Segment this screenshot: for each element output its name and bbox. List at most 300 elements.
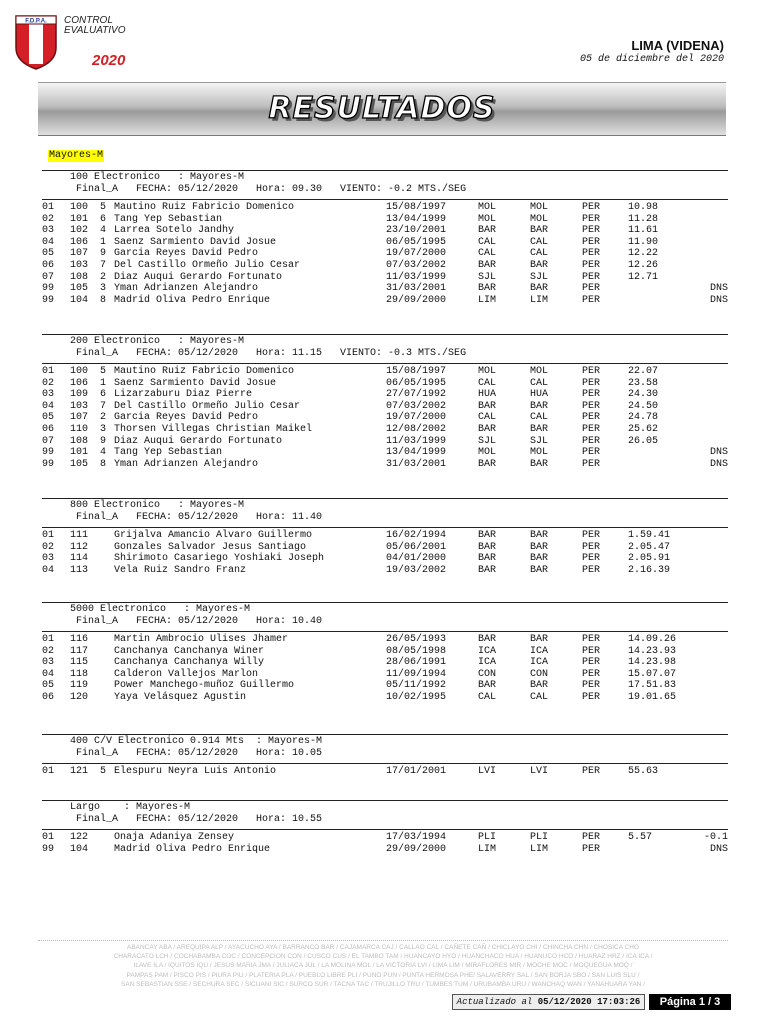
- club-code: ICA: [530, 657, 549, 669]
- athlete-name: Del Castillo Ormeño Julio Cesar: [114, 400, 301, 412]
- mark: 12.22: [628, 248, 659, 260]
- bib-number: 108: [70, 435, 89, 447]
- lane: 3: [100, 424, 107, 435]
- result-row: [42, 657, 728, 669]
- result-row: [42, 283, 728, 295]
- bib-number: 109: [70, 389, 89, 401]
- athlete-name: Thorsen Villegas Christian Maikel: [114, 424, 313, 435]
- nationality: PER: [582, 213, 601, 225]
- event-title: 100 Electronico : Mayores-M: [70, 172, 245, 183]
- club-code: BAR: [530, 424, 549, 435]
- event-title: 800 Electronico : Mayores-M: [70, 500, 245, 511]
- wind: DNS: [709, 447, 728, 459]
- athlete-name: Canchanya Canchanya Willy: [114, 657, 265, 669]
- club-code: MOL: [530, 366, 549, 377]
- birth-date: 28/06/1991: [386, 657, 447, 669]
- bib-number: 106: [70, 377, 89, 389]
- position: 01: [42, 530, 55, 541]
- position: 01: [42, 766, 55, 777]
- lane: 5: [100, 366, 107, 377]
- athlete-name: Madrid Oliva Pedro Enrique: [114, 294, 271, 306]
- wind: -0.1: [703, 832, 728, 843]
- birth-date: 29/09/2000: [386, 843, 447, 855]
- venue-city: LIMA (VIDENA): [631, 38, 724, 53]
- event-title: 5000 Electronico : Mayores-M: [70, 604, 251, 615]
- club: LVI: [478, 766, 497, 777]
- nationality: PER: [582, 377, 601, 389]
- lane: 4: [100, 447, 107, 459]
- event-subtitle: Final_A FECHA: 05/12/2020 Hora: 10.55: [76, 814, 323, 825]
- lane: 6: [100, 213, 107, 225]
- bib-number: 104: [70, 294, 89, 306]
- birth-date: 13/04/1999: [386, 213, 447, 225]
- athlete-name: Yman Adrianzen Alejandro: [114, 283, 259, 295]
- bib-number: 112: [70, 541, 89, 553]
- bib-number: 113: [70, 564, 89, 576]
- event-subtitle: Final_A FECHA: 05/12/2020 Hora: 10.05: [76, 748, 323, 759]
- bib-number: 122: [70, 832, 89, 843]
- club-code: PLI: [530, 832, 549, 843]
- birth-date: 07/03/2002: [386, 400, 447, 412]
- result-row: [42, 447, 728, 459]
- club: BAR: [478, 634, 497, 645]
- lane: 5: [100, 766, 107, 777]
- updated-timestamp: [452, 994, 645, 1010]
- club: CAL: [478, 236, 497, 248]
- result-row: [42, 378, 728, 390]
- event-title: Largo : Mayores-M: [70, 802, 191, 813]
- divider: [42, 602, 728, 603]
- result-row: [42, 401, 728, 413]
- result-row: [42, 832, 728, 844]
- event-subtitle: Final_A FECHA: 05/12/2020 Hora: 11.40: [76, 512, 323, 523]
- club-code: CAL: [530, 692, 549, 703]
- result-row: [42, 553, 728, 565]
- nationality: PER: [582, 435, 601, 447]
- athlete-name: Garcia Reyes David Pedro: [114, 412, 259, 424]
- nationality: PER: [582, 248, 601, 260]
- nationality: PER: [582, 541, 601, 553]
- wind: DNS: [709, 283, 728, 295]
- athlete-name: Madrid Oliva Pedro Enrique: [114, 843, 271, 855]
- club: LIM: [478, 294, 497, 306]
- lane: 4: [100, 225, 107, 237]
- mark: 14.23.98: [628, 657, 677, 669]
- position: 02: [42, 645, 55, 657]
- bib-number: 100: [70, 366, 89, 377]
- nationality: PER: [582, 447, 601, 459]
- birth-date: 13/04/1999: [386, 447, 447, 459]
- bib-number: 116: [70, 634, 89, 645]
- birth-date: 06/05/1995: [386, 236, 447, 248]
- position: 01: [42, 366, 55, 377]
- lane: 2: [100, 271, 107, 283]
- nationality: PER: [582, 458, 601, 470]
- club-legend: [38, 940, 728, 988]
- mark: 24.78: [628, 412, 659, 424]
- club-code: BAR: [530, 541, 549, 553]
- mark: 11.61: [628, 225, 659, 237]
- birth-date: 10/02/1995: [386, 692, 447, 703]
- position: 05: [42, 680, 55, 692]
- wind: DNS: [709, 458, 728, 470]
- mark: 2.16.39: [628, 564, 671, 576]
- position: 06: [42, 692, 55, 703]
- result-row: [42, 844, 728, 856]
- club: HUA: [478, 389, 497, 401]
- nationality: PER: [582, 680, 601, 692]
- nationality: PER: [582, 657, 601, 669]
- divider: [42, 763, 728, 764]
- club: MOL: [478, 213, 497, 225]
- page-indicator: Página 1 / 3: [649, 994, 731, 1010]
- mark: 14.09.26: [628, 634, 677, 645]
- nationality: PER: [582, 832, 601, 843]
- position: 06: [42, 424, 55, 435]
- mark: 19.01.65: [628, 692, 677, 703]
- club: CAL: [478, 692, 497, 703]
- club: CAL: [478, 248, 497, 260]
- club-code: HUA: [530, 389, 549, 401]
- club-code: SJL: [530, 435, 549, 447]
- club: BAR: [478, 530, 497, 541]
- club-code: BAR: [530, 458, 549, 470]
- bib-number: 103: [70, 400, 89, 412]
- athlete-name: Martin Ambrocio Ulises Jhamer: [114, 634, 289, 645]
- lane: 8: [100, 458, 107, 470]
- nationality: PER: [582, 294, 601, 306]
- updated-label: Actualizado al: [456, 997, 533, 1007]
- results-banner: [38, 82, 726, 136]
- club-code: BAR: [530, 564, 549, 576]
- nationality: PER: [582, 634, 601, 645]
- mark: 2.05.91: [628, 553, 671, 565]
- birth-date: 11/03/1999: [386, 271, 447, 283]
- result-row: [42, 248, 728, 260]
- divider: [42, 363, 728, 364]
- position: 05: [42, 248, 55, 260]
- position: 07: [42, 271, 55, 283]
- bib-number: 114: [70, 553, 89, 565]
- lane: 7: [100, 400, 107, 412]
- bib-number: 119: [70, 680, 89, 692]
- athlete-name: Larrea Sotelo Jandhy: [114, 225, 235, 237]
- birth-date: 27/07/1992: [386, 389, 447, 401]
- club-legend-line: PAMPAS PAM / PISCO PIS / PIURA PIU / PLATERIA PLA / PUEBLO LIBRE PLI / PUNO PUN / PUNTA HERMOSA PHE/ SALAVERRY SAL / SAN BORJA SBO / SAN LUIS SLU /: [126, 971, 640, 979]
- club-code: BAR: [530, 260, 549, 271]
- position: 99: [42, 294, 55, 306]
- mark: 12.71: [628, 271, 659, 283]
- birth-date: 06/05/1995: [386, 377, 447, 389]
- position: 05: [42, 412, 55, 424]
- position: 02: [42, 541, 55, 553]
- birth-date: 05/11/1992: [386, 680, 447, 692]
- club-legend-line: ILAVE ILA / IQUITOS IQU / JESUS MARIA JMA / JULIACA JUL / LA MOLINA MOL / LA VICTORIA LVI / LIMA LIM / MIRAFLORES MIR / MOCHE MOC / MOQUEGUA MOQ /: [133, 962, 633, 970]
- result-row: [42, 459, 728, 471]
- updated-value: 05/12/2020 17:03:26: [537, 997, 641, 1007]
- athlete-name: Tang Yep Sebastian: [114, 447, 223, 459]
- position: 01: [42, 634, 55, 645]
- position: 04: [42, 564, 55, 576]
- club-code: SJL: [530, 271, 549, 283]
- bib-number: 100: [70, 202, 89, 213]
- birth-date: 16/02/1994: [386, 530, 447, 541]
- event-title: 200 Electronico : Mayores-M: [70, 336, 245, 347]
- position: 06: [42, 260, 55, 271]
- club: MOL: [478, 202, 497, 213]
- result-row: [42, 295, 728, 307]
- nationality: PER: [582, 412, 601, 424]
- nationality: PER: [582, 225, 601, 237]
- athlete-name: Gonzales Salvador Jesus Santiago: [114, 541, 307, 553]
- lane: 5: [100, 202, 107, 213]
- bib-number: 101: [70, 213, 89, 225]
- birth-date: 26/05/1993: [386, 634, 447, 645]
- wind: DNS: [709, 843, 728, 855]
- birth-date: 31/03/2001: [386, 283, 447, 295]
- result-row: [42, 389, 728, 401]
- nationality: PER: [582, 424, 601, 435]
- athlete-name: Saenz Sarmiento David Josue: [114, 236, 277, 248]
- position: 03: [42, 657, 55, 669]
- result-row: [42, 225, 728, 237]
- position: 03: [42, 389, 55, 401]
- result-row: [42, 766, 728, 778]
- athlete-name: Del Castillo Ormeño Julio Cesar: [114, 260, 301, 271]
- result-row: [42, 272, 728, 284]
- position: 99: [42, 447, 55, 459]
- nationality: PER: [582, 645, 601, 657]
- club-legend-line: CHARACATO LCH / COCHABAMBA COC / CONCEPCION CON / CUSCO CUS / EL TAMBO TAM / HUANCAYO HYO / HUANCHACO HUA / HUANUCO HCO / HUARAZ HRZ / ICA ICA /: [113, 953, 653, 961]
- club: BAR: [478, 225, 497, 237]
- nationality: PER: [582, 389, 601, 401]
- result-row: [42, 669, 728, 681]
- position: 04: [42, 668, 55, 680]
- club: BAR: [478, 564, 497, 576]
- nationality: PER: [582, 271, 601, 283]
- logo-abbr: F.D.P.A.: [25, 18, 47, 25]
- event-subtitle: Final_A FECHA: 05/12/2020 Hora: 11.15 VIENTO: -0.3 MTS./SEG: [76, 348, 467, 359]
- club-code: BAR: [530, 225, 549, 237]
- divider: [42, 631, 728, 632]
- club: PLI: [478, 832, 497, 843]
- bib-number: 121: [70, 766, 89, 777]
- athlete-name: Onaja Adaniya Zensey: [114, 832, 235, 843]
- athlete-name: Yaya Velásquez Agustin: [114, 692, 247, 703]
- birth-date: 05/06/2001: [386, 541, 447, 553]
- result-row: [42, 565, 728, 577]
- fdpa-logo: [14, 14, 144, 72]
- divider: [42, 199, 728, 200]
- position: 03: [42, 553, 55, 565]
- position: 99: [42, 458, 55, 470]
- mark: 55.63: [628, 766, 659, 777]
- divider: [42, 734, 728, 735]
- result-row: [42, 424, 728, 436]
- club-code: LIM: [530, 843, 549, 855]
- lane: 7: [100, 260, 107, 271]
- event-subtitle: Final_A FECHA: 05/12/2020 Hora: 10.40: [76, 616, 323, 627]
- club: SJL: [478, 271, 497, 283]
- club-code: MOL: [530, 202, 549, 213]
- club-code: BAR: [530, 283, 549, 295]
- club: CON: [478, 668, 497, 680]
- athlete-name: Mautino Ruiz Fabricio Domenico: [114, 202, 295, 213]
- divider: [42, 498, 728, 499]
- nationality: PER: [582, 400, 601, 412]
- result-row: [42, 542, 728, 554]
- club: MOL: [478, 366, 497, 377]
- club: SJL: [478, 435, 497, 447]
- club-code: CAL: [530, 236, 549, 248]
- lane: 8: [100, 294, 107, 306]
- divider: [42, 334, 728, 335]
- lane: 6: [100, 389, 107, 401]
- nationality: PER: [582, 553, 601, 565]
- result-row: [42, 412, 728, 424]
- club: BAR: [478, 458, 497, 470]
- bib-number: 103: [70, 260, 89, 271]
- birth-date: 11/09/1994: [386, 668, 447, 680]
- logo-line-evaluativo: EVALUATIVO: [64, 25, 126, 36]
- bib-number: 105: [70, 283, 89, 295]
- mark: 11.90: [628, 236, 659, 248]
- result-row: [42, 237, 728, 249]
- club-legend-line: ABANCAY ABA / AREQUIPA ALP / AYACUCHO AYA / BARRANCO BAR / CAJAMARCA CAJ / CALLAO CAL / CAÑETE CAÑ / CHICLAYO CHI / CHINCHA CHN / CHOSICA CHO: [127, 944, 639, 951]
- banner-title: RESULTADOS: [268, 91, 496, 126]
- position: 04: [42, 236, 55, 248]
- bib-number: 120: [70, 692, 89, 703]
- position: 03: [42, 225, 55, 237]
- birth-date: 29/09/2000: [386, 294, 447, 306]
- position: 02: [42, 213, 55, 225]
- club-code: CAL: [530, 412, 549, 424]
- bib-number: 106: [70, 236, 89, 248]
- position: 02: [42, 377, 55, 389]
- athlete-name: Diaz Auqui Gerardo Fortunato: [114, 435, 283, 447]
- birth-date: 19/07/2000: [386, 248, 447, 260]
- club: ICA: [478, 645, 497, 657]
- mark: 2.05.47: [628, 541, 671, 553]
- mark: 15.07.07: [628, 668, 677, 680]
- birth-date: 23/10/2001: [386, 225, 447, 237]
- logo-line-control: CONTROL: [64, 15, 113, 26]
- lane: 1: [100, 377, 107, 389]
- birth-date: 08/05/1998: [386, 645, 447, 657]
- nationality: PER: [582, 366, 601, 377]
- lane: 3: [100, 283, 107, 295]
- athlete-name: Shirimoto Casariego Yoshiaki Joseph: [114, 553, 325, 565]
- category-label: Mayores-M: [49, 150, 104, 161]
- bib-number: 110: [70, 424, 89, 435]
- result-row: [42, 646, 728, 658]
- nationality: PER: [582, 283, 601, 295]
- birth-date: 19/03/2002: [386, 564, 447, 576]
- birth-date: 04/01/2000: [386, 553, 447, 565]
- event-subtitle: Final_A FECHA: 05/12/2020 Hora: 09.30 VIENTO: -0.2 MTS./SEG: [76, 184, 467, 195]
- birth-date: 12/08/2002: [386, 424, 447, 435]
- result-row: [42, 202, 728, 214]
- wind: DNS: [709, 294, 728, 306]
- divider: [42, 829, 728, 830]
- mark: 22.07: [628, 366, 659, 377]
- position: 04: [42, 400, 55, 412]
- bib-number: 118: [70, 668, 89, 680]
- result-row: [42, 692, 728, 704]
- divider: [42, 527, 728, 528]
- club: BAR: [478, 400, 497, 412]
- result-row: [42, 214, 728, 226]
- mark: 24.30: [628, 389, 659, 401]
- club: CAL: [478, 412, 497, 424]
- club: BAR: [478, 680, 497, 692]
- mark: 10.98: [628, 202, 659, 213]
- event-title: 400 C/V Electronico 0.914 Mts : Mayores-M: [70, 736, 323, 747]
- mark: 25.62: [628, 424, 659, 435]
- lane: 9: [100, 248, 107, 260]
- club: LIM: [478, 843, 497, 855]
- result-row: [42, 366, 728, 378]
- position: 99: [42, 283, 55, 295]
- birth-date: 15/08/1997: [386, 202, 447, 213]
- nationality: PER: [582, 843, 601, 855]
- athlete-name: Yman Adrianzen Alejandro: [114, 458, 259, 470]
- birth-date: 17/03/1994: [386, 832, 447, 843]
- athlete-name: Tang Yep Sebastian: [114, 213, 223, 225]
- club-code: BAR: [530, 400, 549, 412]
- mark: 26.05: [628, 435, 659, 447]
- athlete-name: Lizarzaburu Diaz Pierre: [114, 389, 253, 401]
- birth-date: 07/03/2002: [386, 260, 447, 271]
- bib-number: 102: [70, 225, 89, 237]
- athlete-name: Power Manchego-muñoz Guillermo: [114, 680, 295, 692]
- club: CAL: [478, 377, 497, 389]
- meet-date: 05 de diciembre del 2020: [579, 54, 724, 65]
- club-code: CON: [530, 668, 549, 680]
- club: BAR: [478, 260, 497, 271]
- bib-number: 101: [70, 447, 89, 459]
- nationality: PER: [582, 564, 601, 576]
- bib-number: 105: [70, 458, 89, 470]
- club-code: CAL: [530, 248, 549, 260]
- club-code: LIM: [530, 294, 549, 306]
- athlete-name: Elespuru Neyra Luis Antonio: [114, 766, 277, 777]
- bib-number: 104: [70, 843, 89, 855]
- nationality: PER: [582, 202, 601, 213]
- bib-number: 117: [70, 645, 89, 657]
- mark: 14.23.93: [628, 645, 677, 657]
- bib-number: 111: [70, 530, 89, 541]
- position: 01: [42, 202, 55, 213]
- nationality: PER: [582, 530, 601, 541]
- athlete-name: Canchanya Canchanya Winer: [114, 645, 265, 657]
- result-row: [42, 634, 728, 646]
- club-code: BAR: [530, 634, 549, 645]
- club-code: MOL: [530, 213, 549, 225]
- bib-number: 108: [70, 271, 89, 283]
- birth-date: 15/08/1997: [386, 366, 447, 377]
- club: BAR: [478, 283, 497, 295]
- nationality: PER: [582, 236, 601, 248]
- athlete-name: Diaz Auqui Gerardo Fortunato: [114, 271, 283, 283]
- athlete-name: Garcia Reyes David Pedro: [114, 248, 259, 260]
- athlete-name: Saenz Sarmiento David Josue: [114, 377, 277, 389]
- birth-date: 19/07/2000: [386, 412, 447, 424]
- club-code: LVI: [530, 766, 549, 777]
- mark: 11.28: [628, 213, 659, 225]
- mark: 24.50: [628, 400, 659, 412]
- club: ICA: [478, 657, 497, 669]
